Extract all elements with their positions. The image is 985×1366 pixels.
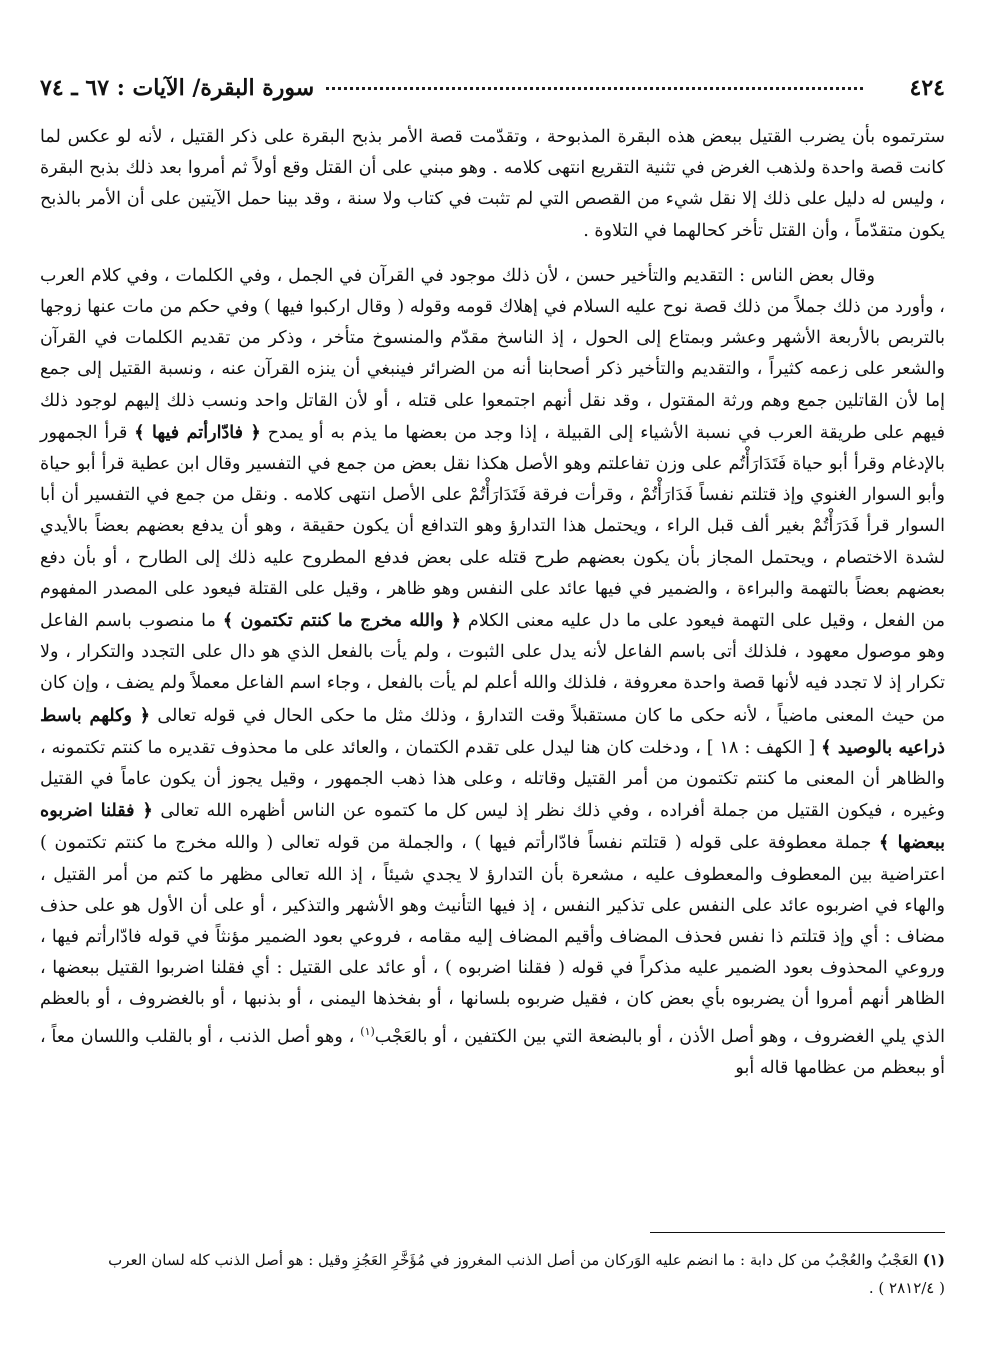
footnote <box>40 1246 945 1302</box>
paragraph: سترتموه بأن يضرب القتيل ببعض هذه البقرة المذبوحة ، وتقدّمت قصة الأمر بذبح البقرة على ذكر القتيل ، لأنه لو عكس لما كانت قصة واحدة ولذهب الغرض في تثنية التقريع انتهى كلامه . وهو مبني على أن القتل وقع أولاً ثم أمروا بعد ذلك بذبح البقرة ، وليس له دليل على ذلك إلا نقل شيء من القصص التي لم تثبت في كتاب ولا سنة ، وقد بينا حمل الآيتين على أن الأمر بالذبح يكون متقدّماً ، وأن القتل تأخر كحالهما في التلاوة . <box>40 127 945 241</box>
text-run: [ الكهف : ١٨ ] ، ودخلت كان هنا ليدل على تقدم الكتمان ، والعائد على ما محذوف تقديره ما كنتم تكتمونه ، والظاهر أن المعنى ما كنتم تكتمون من أمر القتيل وقاتله ، وعلى هذا ذهب الجمهور ، وقيل يجوز أن يكون عاماً في القتيل وغيره ، فيكون القتيل من جملة أفراده ، وفي ذلك نظر إذ ليس كل ما كتموه عن الناس أظهره الله تعالى <box>40 737 946 822</box>
page-number: ٤٢٤ <box>909 75 945 101</box>
page-header <box>40 68 945 108</box>
quran-quote: ﴿ وكلهم باسط ذراعيه بالوصيد ﴾ <box>40 704 945 758</box>
text-run: ما منصوب باسم الفاعل وهو موصول معهود ، فلذلك أتى باسم الفاعل لأنه يدل على الثبوت ، ولم يأت بالفعل الذي هو دال على التجدد والتكرار ، ولا تكرار إذ لا تجدد فيه لأنها قصة واحدة معروفة ، فلذلك والله أعلم لم يأت بالفعل ، وجاء اسم الفاعل معملاً ولم يضف ، وإن كان من حيث المعنى ماضياً ، لأنه حكى ما كان مستقبلاً وقت التدارؤ ، وذلك مثل ما حكى الحال في قوله تعالى <box>40 611 945 726</box>
footnote-reference: ( ٢٨١٢/٤ ) . <box>868 1279 945 1297</box>
quran-quote: ﴿ والله مخرج ما كنتم تكتمون ﴾ <box>222 610 462 632</box>
footnote-number: (١) <box>922 1251 945 1269</box>
text-run: ، وهو أصل الذنب ، أو بالقلب واللسان معاً ، أو ببعظم من عظامها قاله أبو <box>40 1026 945 1078</box>
running-title: سورة البقرة/ الآيات : ٦٧ ـ ٧٤ <box>40 75 315 101</box>
paragraph <box>40 261 945 1084</box>
text-run: وقال بعض الناس : التقديم والتأخير حسن ، لأن ذلك موجود في القرآن في الجمل ، وفي الكلمات ، وفي كلام العرب ، وأورد من ذلك جملاً من ذلك قصة نوح عليه السلام في إهلاك قومه وقوله ( وقال اركبوا فيها ) وفي حكم من مات عنها زوجها بالتربص بالأربعة الأشهر وعشر وبمتاع إلى الحول ، إذ الناسخ مقدّم والمنسوخ متأخر ، وذكر من تقديم الكلمات في القرآن والشعر على زعمه كثيراً ، والتقديم والتأخير ذكر أصحابنا أنه من الضرائر فينبغي أن ينزه القرآن عنه ، ونسبة القتيل إلى جمع إما لأن القاتلين جمع وهم ورثة المقتول ، وقد نقل أنهم اجتمعوا على قتله ، أو لأن القاتل واحد ونسب ذلك إليهم لوجود ذلك فيهم على طريقة العرب في نسبة الأشياء إلى القبيلة ، إذا وجد من بعضها ما يذم به أو يمدح <box>40 265 946 443</box>
quran-quote: ﴿ فقلنا اضربوه ببعضها ﴾ <box>40 800 945 854</box>
text-run: قرأ الجمهور بالإدغام وقرأ أبو حياة فَتَدَارَأْتُم على وزن تفاعلتم وهو الأصل هكذا نقل بعض من جمع في التفسير وقال ابن عطية قرأ أبو حياة وأبو السوار الغنوي وإذ قتلتم نفساً فَدَارَأْتُمْ ، وقرأت فرقة فَتَدَارَأْتُمْ على الأصل انتهى كلامه . ونقل من جمع في التفسير أن أبا السوار قرأ فَدَرَأْتُمْ بغير ألف قبل الراء ، ويحتمل هذا التدارؤ وهو التدافع أن يكون حقيقة ، وهو أن يدفع بعضهم بعضاً بالأيدي لشدة الاختصام ، ويحتمل المجاز بأن يكون بعضهم طرح قتله على بعض فدفع المطروح عليه ذلك إلى الطارح ، أو بأن دفع بعضهم بعضاً بالتهمة والبراءة ، والضمير في فيها عائد على النفس وهو ظاهر ، وقيل على القتلة فيعود على المصدر المفهوم من الفعل ، وقيل على التهمة فيعود على ما دل عليه معنى الكلام <box>40 422 946 632</box>
footnote-marker: (١) <box>360 1024 375 1038</box>
footnote-separator <box>650 1232 945 1233</box>
quran-quote: ﴿ فادّارأتم فيها ﴾ <box>134 421 261 443</box>
footnote-text: العَجْبُ والعُجْبُ من كل دابة : ما انضم عليه الوَركان من أصل الذنب المغروز في مُؤَخَّرِ العَجُزِ وقيل : هو أصل الذنب كله لسان العرب <box>108 1251 918 1269</box>
header-dotted-leader <box>326 87 863 90</box>
main-text <box>40 122 945 1084</box>
text-run: جملة معطوفة على قوله ( قتلتم نفساً فادّارأتم فيها ) ، والجملة من قوله تعالى ( والله مخرج ما كنتم تكتمون ) اعتراضية بين المعطوف والمعطوف عليه ، مشعرة بأن التدارؤ لا يجدي شيئاً ، إذ الله تعالى مظهر ما كتم من أمر القتيل ، والهاء في اضربوه عائد على النفس على تذكير النفس ، إذ فيها التأنيث وهو الأشهر والتذكير ، أو على أن الأول هو على حذف مضاف : أي وإذ قتلتم ذا نفس فحذف المضاف وأقيم المضاف إليه مقامه ، فروعي بعود الضمير مؤنثاً في قوله فادّارأتم فيها ، وروعي المحذوف بعود الضمير عليه مذكراً في قوله ( فقلنا اضربوه ) ، أو عائد على القتيل : أي فقلنا اضربوا القتيل ببعضها ، الظاهر أنهم أمروا أن يضربوه بأي بعض كان ، فقيل ضربوه بلسانها ، أو بفخذها اليمنى ، أو بذنبها ، أو بالغضروف ، أو بالعظم الذي يلي الغضروف ، وهو أصل الأذن ، أو بالبضعة التي بين الكتفين ، أو بالعَجْب <box>40 833 945 1047</box>
